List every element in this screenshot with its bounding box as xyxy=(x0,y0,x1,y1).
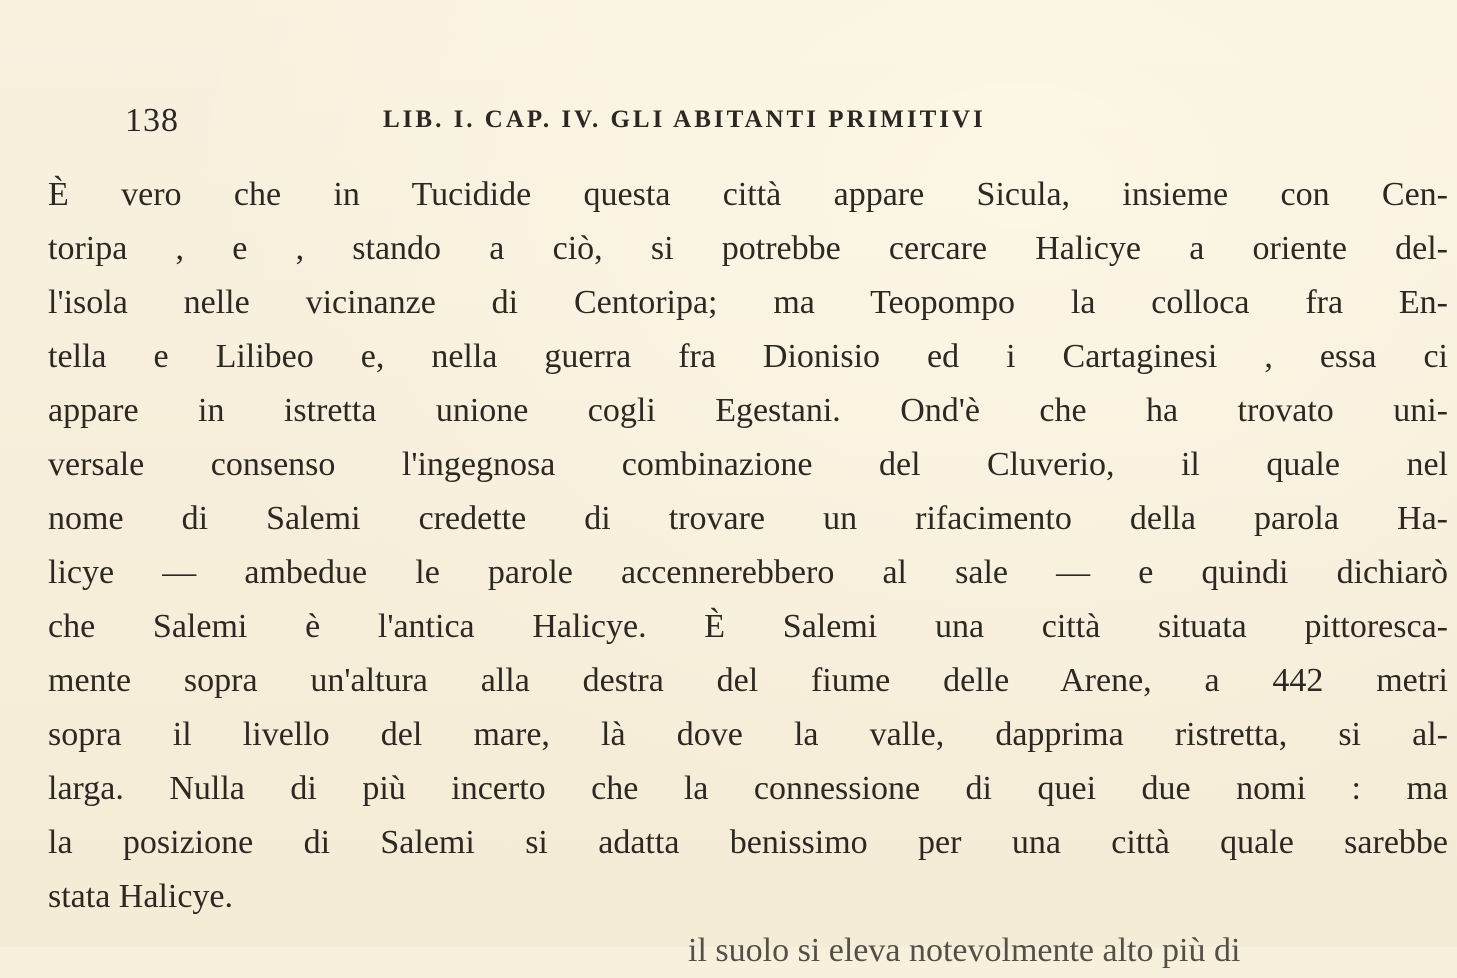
text-line: versale consenso l'ingegnosa combinazione del Cluverio, il quale nel xyxy=(48,446,1448,483)
text-line: larga. Nulla di più incerto che la connessione di quei due nomi : ma xyxy=(48,770,1448,807)
page-number: 138 xyxy=(125,102,179,139)
text-line: nome di Salemi credette di trovare un rifacimento della parola Ha- xyxy=(48,500,1448,537)
text-line: sopra il livello del mare, là dove la valle, dapprima ristretta, si al- xyxy=(48,716,1448,753)
text-line: la posizione di Salemi si adatta benissimo per una città quale sarebbe xyxy=(48,824,1448,861)
body-text xyxy=(48,168,1448,978)
text-line: licye — ambedue le parole accennerebbero al sale — e quindi dichiarò xyxy=(48,554,1448,591)
text-line: mente sopra un'altura alla destra del fiume delle Arene, a 442 metri xyxy=(48,662,1448,699)
running-title: LIB. I. CAP. IV. GLI ABITANTI PRIMITIVI xyxy=(383,106,986,133)
text-line: appare in istretta unione cogli Egestani. Ond'è che ha trovato uni- xyxy=(48,392,1448,429)
text-line: stata Halicye. xyxy=(48,878,234,915)
text-line: È vero che in Tucidide questa città appare Sicula, insieme con Cen- xyxy=(48,176,1448,213)
cut-off-text-line: il suolo si eleva notevolmente alto più di xyxy=(688,932,1241,969)
text-line: tella e Lilibeo e, nella guerra fra Dionisio ed i Cartaginesi , essa ci xyxy=(48,338,1448,375)
text-line: che Salemi è l'antica Halicye. È Salemi una città situata pittoresca- xyxy=(48,608,1448,645)
running-head xyxy=(125,100,1125,150)
text-line: l'isola nelle vicinanze di Centoripa; ma Teopompo la colloca fra En- xyxy=(48,284,1448,321)
text-line: toripa , e , stando a ciò, si potrebbe cercare Halicye a oriente del- xyxy=(48,230,1448,267)
